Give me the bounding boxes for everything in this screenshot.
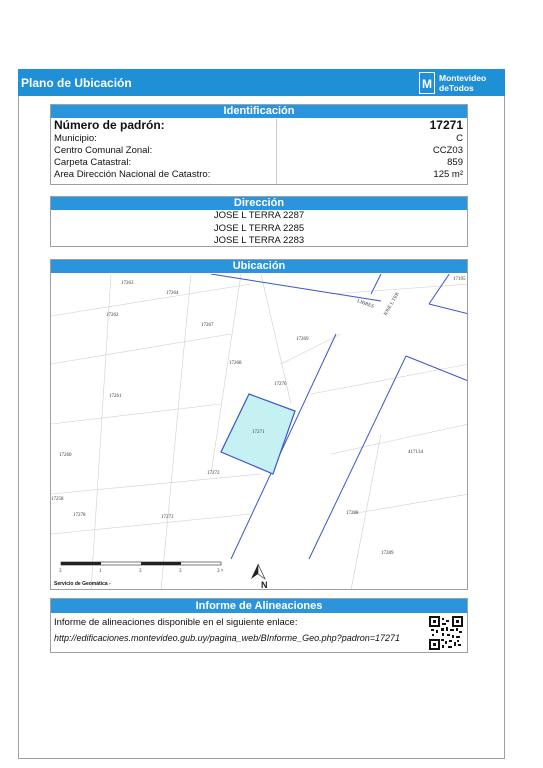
north-arrow-icon (251, 564, 268, 590)
scale-tick: 3 (139, 569, 142, 574)
scale-caption: Servicio de Geomática - (54, 581, 111, 587)
parcel-label: 17260 (59, 453, 72, 458)
parcel-label: 417134 (408, 450, 423, 455)
street-label: LIBRES (356, 299, 375, 310)
logo-line-1: Montevideo (439, 73, 487, 83)
parcel-label: 17273 (161, 515, 174, 520)
direccion-heading: Dirección (51, 197, 467, 210)
informe-text: Informe de alineaciones disponible en el siguiente enlace: (54, 617, 298, 628)
parcel-label: 17270 (274, 382, 287, 387)
street-label: JOSE L TER (383, 291, 401, 317)
municipio-row (51, 133, 467, 145)
parcel-label: 17288 (346, 511, 359, 516)
informe-link[interactable]: http://edificaciones.montevideo.gub.uy/pagina_web/BInforme_Geo.php?padron=17271 (54, 633, 400, 643)
parcel-label: 17278 (73, 513, 86, 518)
carpeta-label: Carpeta Catastral: (54, 157, 132, 168)
informe-section (50, 598, 468, 653)
location-map (50, 274, 468, 590)
parcel-label: 17258 (51, 497, 64, 502)
carpeta-value: 859 (447, 157, 463, 168)
ccz-row (51, 145, 467, 157)
carpeta-row (51, 157, 467, 169)
scale-tick: 3 (59, 569, 62, 574)
page-title: Plano de Ubicación (21, 76, 132, 90)
municipio-label: Municipio: (54, 133, 97, 144)
north-label: N (261, 580, 268, 590)
area-value: 125 m² (433, 169, 463, 180)
area-label: Area Dirección Nacional de Catastro: (54, 169, 211, 180)
parcel-label: 17195 (453, 277, 466, 282)
ubicacion-heading: Ubicación (51, 260, 467, 273)
informe-heading: Informe de Alineaciones (51, 599, 467, 613)
parcel-label: 17271 (252, 430, 265, 435)
ccz-value: CCZ03 (432, 145, 463, 156)
parcel-label: 17272 (207, 471, 220, 476)
scale-tick: 3 × (217, 569, 224, 574)
padron-value: 17271 (429, 118, 463, 132)
area-row (51, 169, 467, 181)
padron-label: Número de padrón: (54, 118, 165, 132)
logo-m-icon: M (419, 72, 435, 94)
identificacion-heading: Identificación (51, 105, 467, 118)
scale-tick: 1 (99, 569, 102, 574)
map-canvas (51, 274, 468, 590)
parcel-label: 17264 (166, 291, 179, 296)
parcel-label: 17268 (229, 361, 242, 366)
parcel-label: 17269 (296, 337, 309, 342)
parcel-label: 17289 (381, 551, 394, 556)
montevideo-logo (419, 72, 495, 94)
address-line: JOSE L TERRA 2283 (213, 235, 305, 246)
scale-tick: 3 (179, 569, 182, 574)
address-line: JOSE L TERRA 2287 (213, 210, 305, 221)
ubicacion-section (50, 259, 468, 275)
parcel-label: 17261 (109, 394, 122, 399)
parcel-label: 17267 (201, 323, 214, 328)
qr-code-icon (429, 616, 463, 650)
parcel-label: 17263 (121, 281, 134, 286)
logo-line-2: deTodos (439, 83, 474, 93)
identificacion-section (50, 104, 468, 185)
address-line: JOSE L TERRA 2285 (213, 222, 305, 234)
parcel-label: 17262 (106, 313, 119, 318)
municipio-value: C (456, 133, 463, 144)
header-bar (18, 69, 505, 96)
padron-row (51, 118, 467, 133)
ccz-label: Centro Comunal Zonal: (54, 145, 153, 156)
scale-bar (59, 562, 224, 574)
direccion-section (50, 196, 468, 247)
